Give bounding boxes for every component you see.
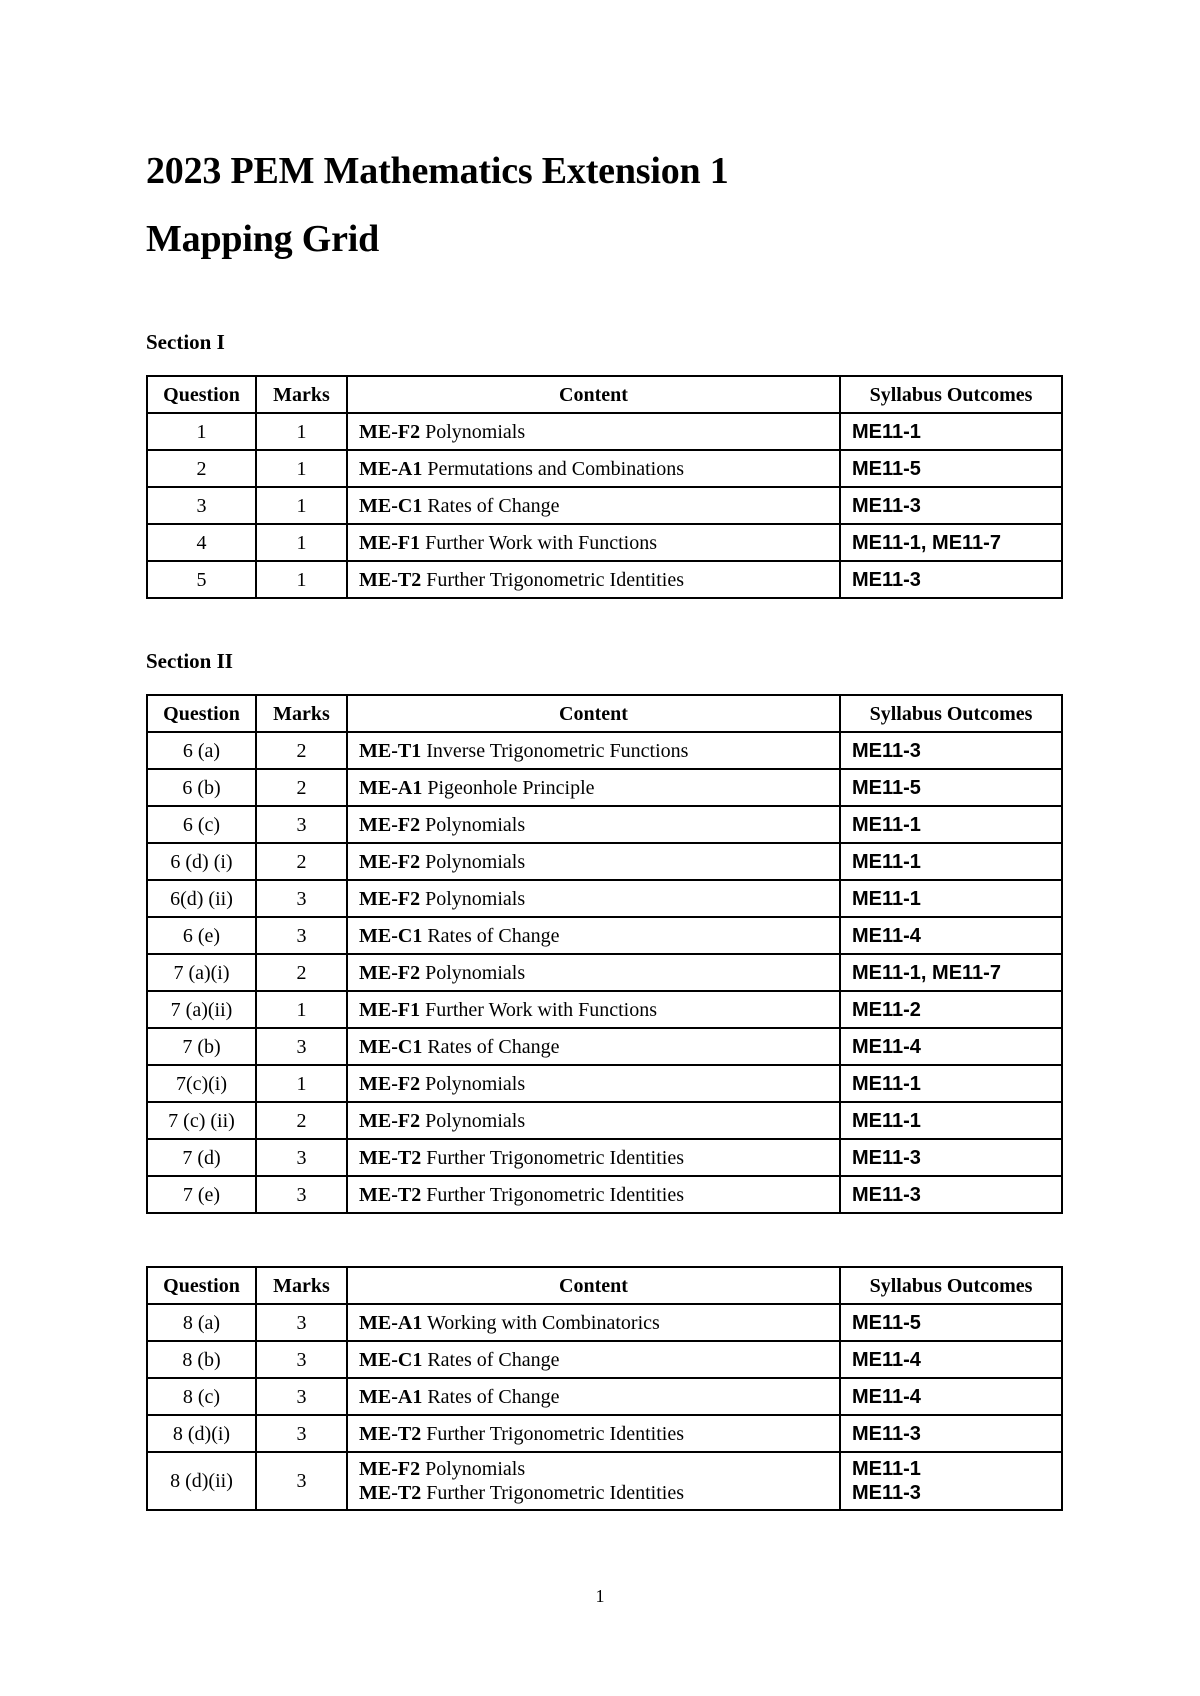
outcome-cell: ME11-1 bbox=[840, 1102, 1062, 1139]
table-row bbox=[147, 487, 1062, 524]
question-cell: 7(c)(i) bbox=[147, 1065, 256, 1102]
outcome-cell: ME11-4 bbox=[840, 917, 1062, 954]
content-code: ME-T2 bbox=[359, 1422, 422, 1445]
content-text: Polynomials bbox=[420, 1109, 526, 1132]
content-code: ME-C1 bbox=[359, 1348, 423, 1371]
content-code: ME-C1 bbox=[359, 924, 423, 947]
outcome-cell: ME11-3 bbox=[840, 1415, 1062, 1452]
marks-cell: 3 bbox=[256, 1176, 347, 1213]
content-text: Rates of Change bbox=[422, 494, 560, 517]
content-cell bbox=[347, 1341, 840, 1378]
content-code: ME-F2 bbox=[359, 1072, 421, 1095]
content-text: Pigeonhole Principle bbox=[422, 776, 595, 799]
content-code: ME-T2 bbox=[359, 568, 422, 591]
table-row bbox=[147, 954, 1062, 991]
content-line bbox=[359, 1457, 828, 1481]
content-text: Polynomials bbox=[420, 420, 526, 443]
header-outcomes: Syllabus Outcomes bbox=[840, 376, 1062, 413]
marks-cell: 3 bbox=[256, 1341, 347, 1378]
question-cell: 4 bbox=[147, 524, 256, 561]
outcome-cell: ME11-1 bbox=[840, 843, 1062, 880]
question-cell: 7 (b) bbox=[147, 1028, 256, 1065]
outcome-cell: ME11-1 bbox=[840, 1065, 1062, 1102]
content-cell bbox=[347, 1452, 840, 1510]
content-cell bbox=[347, 450, 840, 487]
outcome-cell: ME11-3 bbox=[840, 1139, 1062, 1176]
content-code: ME-T1 bbox=[359, 739, 422, 762]
table-row bbox=[147, 524, 1062, 561]
content-cell bbox=[347, 806, 840, 843]
content-cell bbox=[347, 843, 840, 880]
content-cell bbox=[347, 413, 840, 450]
marks-cell: 2 bbox=[256, 1102, 347, 1139]
table-row bbox=[147, 1139, 1062, 1176]
question-cell: 6 (b) bbox=[147, 769, 256, 806]
section-2-continued-table bbox=[146, 1266, 1063, 1511]
outcome-cell: ME11-3 bbox=[840, 732, 1062, 769]
table-row bbox=[147, 1304, 1062, 1341]
content-text: Polynomials bbox=[420, 850, 526, 873]
marks-cell: 2 bbox=[256, 769, 347, 806]
content-text: Further Trigonometric Identities bbox=[421, 1482, 684, 1504]
content-code: ME-C1 bbox=[359, 494, 423, 517]
content-text: Further Trigonometric Identities bbox=[421, 1146, 684, 1169]
content-cell bbox=[347, 954, 840, 991]
content-text: Further Trigonometric Identities bbox=[421, 568, 684, 591]
header-question: Question bbox=[147, 695, 256, 732]
content-cell bbox=[347, 991, 840, 1028]
marks-cell: 3 bbox=[256, 1028, 347, 1065]
content-code: ME-F2 bbox=[359, 813, 421, 836]
marks-cell: 2 bbox=[256, 843, 347, 880]
content-cell bbox=[347, 487, 840, 524]
content-code: ME-F1 bbox=[359, 998, 421, 1021]
outcome-cell: ME11-4 bbox=[840, 1378, 1062, 1415]
table-row bbox=[147, 1176, 1062, 1213]
content-text: Polynomials bbox=[420, 813, 526, 836]
content-code: ME-A1 bbox=[359, 776, 423, 799]
marks-cell: 3 bbox=[256, 1378, 347, 1415]
section-2-continued-rows bbox=[147, 1304, 1062, 1452]
content-code: ME-F2 bbox=[359, 850, 421, 873]
question-cell: 7 (a)(i) bbox=[147, 954, 256, 991]
content-code: ME-A1 bbox=[359, 1385, 423, 1408]
content-code: ME-T2 bbox=[359, 1183, 422, 1206]
table-header-row bbox=[147, 376, 1062, 413]
header-content: Content bbox=[347, 695, 840, 732]
marks-cell: 1 bbox=[256, 487, 347, 524]
content-text: Polynomials bbox=[420, 1072, 526, 1095]
outcome-cell: ME11-3 bbox=[840, 1176, 1062, 1213]
table-row bbox=[147, 991, 1062, 1028]
table-row bbox=[147, 561, 1062, 598]
outcome-cell: ME11-1, ME11-7 bbox=[840, 954, 1062, 991]
content-code: ME-T2 bbox=[359, 1146, 422, 1169]
header-outcomes: Syllabus Outcomes bbox=[840, 1267, 1062, 1304]
content-text: Rates of Change bbox=[422, 1385, 560, 1408]
question-cell: 6 (d) (i) bbox=[147, 843, 256, 880]
marks-cell: 3 bbox=[256, 1452, 347, 1510]
content-cell bbox=[347, 1065, 840, 1102]
content-code: ME-A1 bbox=[359, 1311, 423, 1334]
question-cell: 1 bbox=[147, 413, 256, 450]
content-code: ME-F2 bbox=[359, 961, 421, 984]
question-cell: 6 (a) bbox=[147, 732, 256, 769]
question-cell: 8 (d)(i) bbox=[147, 1415, 256, 1452]
table-row bbox=[147, 806, 1062, 843]
header-question: Question bbox=[147, 1267, 256, 1304]
question-cell: 7 (a)(ii) bbox=[147, 991, 256, 1028]
question-cell: 6 (e) bbox=[147, 917, 256, 954]
content-text: Further Work with Functions bbox=[420, 998, 657, 1021]
outcome-line: ME11-1 bbox=[852, 1458, 921, 1480]
table-row bbox=[147, 1415, 1062, 1452]
table-row bbox=[147, 1341, 1062, 1378]
section-2-final-row-group bbox=[147, 1452, 1062, 1510]
marks-cell: 2 bbox=[256, 732, 347, 769]
outcome-cell: ME11-5 bbox=[840, 769, 1062, 806]
content-code: ME-F2 bbox=[359, 1458, 421, 1480]
question-cell: 5 bbox=[147, 561, 256, 598]
table-header-row bbox=[147, 1267, 1062, 1304]
question-cell: 7 (e) bbox=[147, 1176, 256, 1213]
outcome-cell: ME11-1, ME11-7 bbox=[840, 524, 1062, 561]
table-row bbox=[147, 450, 1062, 487]
outcome-cell: ME11-4 bbox=[840, 1341, 1062, 1378]
outcome-cell: ME11-1 bbox=[840, 880, 1062, 917]
header-question: Question bbox=[147, 376, 256, 413]
table-row bbox=[147, 917, 1062, 954]
content-cell bbox=[347, 524, 840, 561]
header-content: Content bbox=[347, 1267, 840, 1304]
content-cell bbox=[347, 1415, 840, 1452]
document-subtitle: Mapping Grid bbox=[146, 218, 380, 260]
content-text: Rates of Change bbox=[422, 1348, 560, 1371]
marks-cell: 3 bbox=[256, 1139, 347, 1176]
header-marks: Marks bbox=[256, 695, 347, 732]
marks-cell: 3 bbox=[256, 1304, 347, 1341]
content-text: Polynomials bbox=[420, 887, 526, 910]
outcome-line: ME11-3 bbox=[852, 1482, 921, 1504]
outcome-cell: ME11-5 bbox=[840, 450, 1062, 487]
table-row bbox=[147, 769, 1062, 806]
outcome-cell: ME11-1 bbox=[840, 806, 1062, 843]
content-text: Further Work with Functions bbox=[420, 531, 657, 554]
page-number: 1 bbox=[595, 1586, 605, 1606]
content-cell bbox=[347, 561, 840, 598]
question-cell: 8 (a) bbox=[147, 1304, 256, 1341]
question-cell: 6 (c) bbox=[147, 806, 256, 843]
content-text: Further Trigonometric Identities bbox=[421, 1422, 684, 1445]
question-cell: 6(d) (ii) bbox=[147, 880, 256, 917]
section-2-rows bbox=[147, 732, 1062, 1213]
question-cell: 3 bbox=[147, 487, 256, 524]
content-cell bbox=[347, 1102, 840, 1139]
question-cell: 8 (b) bbox=[147, 1341, 256, 1378]
content-text: Rates of Change bbox=[422, 1035, 560, 1058]
table-row bbox=[147, 732, 1062, 769]
table-row bbox=[147, 1065, 1062, 1102]
outcome-cell: ME11-2 bbox=[840, 991, 1062, 1028]
content-code: ME-T2 bbox=[359, 1482, 422, 1504]
content-cell bbox=[347, 1176, 840, 1213]
question-cell: 7 (d) bbox=[147, 1139, 256, 1176]
content-text: Polynomials bbox=[420, 961, 526, 984]
marks-cell: 1 bbox=[256, 561, 347, 598]
content-code: ME-F2 bbox=[359, 887, 421, 910]
content-cell bbox=[347, 1378, 840, 1415]
content-text: Inverse Trigonometric Functions bbox=[421, 739, 689, 762]
marks-cell: 1 bbox=[256, 991, 347, 1028]
marks-cell: 1 bbox=[256, 1065, 347, 1102]
marks-cell: 1 bbox=[256, 524, 347, 561]
content-text: Further Trigonometric Identities bbox=[421, 1183, 684, 1206]
content-code: ME-A1 bbox=[359, 457, 423, 480]
content-text: Permutations and Combinations bbox=[422, 457, 684, 480]
table-row bbox=[147, 1102, 1062, 1139]
marks-cell: 3 bbox=[256, 1415, 347, 1452]
content-cell bbox=[347, 880, 840, 917]
content-text: Rates of Change bbox=[422, 924, 560, 947]
section-1-heading: Section I bbox=[146, 330, 225, 354]
content-text: Working with Combinatorics bbox=[422, 1311, 660, 1334]
question-cell: 8 (d)(ii) bbox=[147, 1452, 256, 1510]
header-content: Content bbox=[347, 376, 840, 413]
outcome-cell bbox=[840, 1452, 1062, 1510]
outcome-cell: ME11-1 bbox=[840, 413, 1062, 450]
question-cell: 7 (c) (ii) bbox=[147, 1102, 256, 1139]
header-marks: Marks bbox=[256, 1267, 347, 1304]
table-row bbox=[147, 1028, 1062, 1065]
header-outcomes: Syllabus Outcomes bbox=[840, 695, 1062, 732]
outcome-cell: ME11-4 bbox=[840, 1028, 1062, 1065]
document-title: 2023 PEM Mathematics Extension 1 bbox=[146, 150, 729, 192]
table-header-row bbox=[147, 695, 1062, 732]
content-cell bbox=[347, 1139, 840, 1176]
section-1-rows bbox=[147, 413, 1062, 598]
outcome-cell: ME11-3 bbox=[840, 487, 1062, 524]
marks-cell: 3 bbox=[256, 806, 347, 843]
section-1-table bbox=[146, 375, 1063, 599]
outcome-cell: ME11-5 bbox=[840, 1304, 1062, 1341]
table-row bbox=[147, 843, 1062, 880]
content-text: Polynomials bbox=[420, 1458, 526, 1480]
section-2-table bbox=[146, 694, 1063, 1214]
content-code: ME-F2 bbox=[359, 420, 421, 443]
question-cell: 8 (c) bbox=[147, 1378, 256, 1415]
marks-cell: 3 bbox=[256, 880, 347, 917]
marks-cell: 1 bbox=[256, 450, 347, 487]
content-cell bbox=[347, 769, 840, 806]
content-cell bbox=[347, 1304, 840, 1341]
marks-cell: 1 bbox=[256, 413, 347, 450]
table-row bbox=[147, 1378, 1062, 1415]
marks-cell: 3 bbox=[256, 917, 347, 954]
content-cell bbox=[347, 732, 840, 769]
section-2-heading: Section II bbox=[146, 649, 233, 673]
header-marks: Marks bbox=[256, 376, 347, 413]
table-row bbox=[147, 1452, 1062, 1510]
content-cell bbox=[347, 1028, 840, 1065]
content-cell bbox=[347, 917, 840, 954]
outcome-cell: ME11-3 bbox=[840, 561, 1062, 598]
table-row bbox=[147, 413, 1062, 450]
marks-cell: 2 bbox=[256, 954, 347, 991]
content-code: ME-C1 bbox=[359, 1035, 423, 1058]
question-cell: 2 bbox=[147, 450, 256, 487]
content-code: ME-F1 bbox=[359, 531, 421, 554]
content-code: ME-F2 bbox=[359, 1109, 421, 1132]
table-row bbox=[147, 880, 1062, 917]
content-line bbox=[359, 1481, 828, 1505]
